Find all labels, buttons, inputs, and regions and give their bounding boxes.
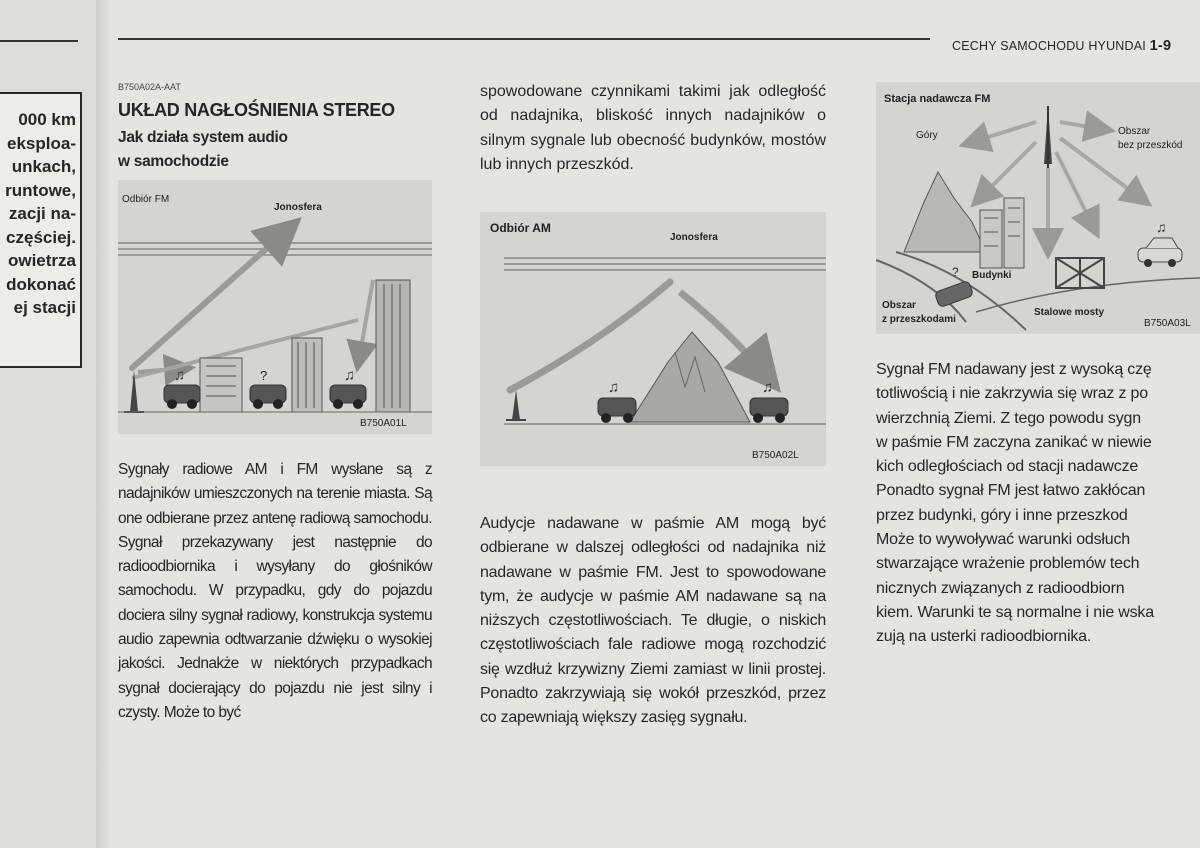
bridges-label: Stalowe mosty [1034,307,1105,318]
figure-code: B750A02L [752,450,799,461]
left-line: eksploa- [7,133,76,153]
left-line: zacji na- [8,204,76,223]
body-text-col2-bottom: Audycje nadawane w paśmie AM mogą być odbierane w dalszej odległości od nadajnika niż nadawane w paśmie FM. Jest to spowodowane tym, że audycje w paśmie AM nadawane są na niższych częstotliwościach. Te długie, o niskich częstotliwościach fale radiowe mogą rozchodzić się wzdłuż krzywizny Ziemi zamiast w linii prostej. Ponadto zakrzywiają się wokół przeszkód, przez co zapewniają większy zasięg sygnału. [480,515,826,727]
left-line: owietrza [7,251,76,270]
left-line: unkach, [11,157,76,176]
fm-station-title: Stacja nadawcza FM [884,93,991,105]
clear-area-label: bez przeszkód [1118,140,1183,151]
section-title: UKŁAD NAGŁOŚNIENIA STEREO [118,100,395,120]
svg-text:♫: ♫ [174,367,186,384]
question-mark: ? [952,265,959,279]
question-mark: ? [260,368,268,383]
section-subtitle [118,126,288,174]
left-line: dokonać [6,274,76,294]
buildings-label: Budynki [972,270,1012,281]
fm-obstacles-illustration [876,82,1200,334]
body-text-col3: Sygnał FM nadawany jest z wysoką czę totliwością i nie zakrzywia się wraz z po wierzchnią Ziemi. Z tego powodu sygn w paśmie FM zaczyna zanikać w niewie kich odległościach od stacji nadawcze Ponadto sygnał FM jest łatwo zakłócan przez budynki, góry i inne przeszkod Może to wywoływać warunki odsłuch stwarzające wrażenie problemów tech nicznych związanych z radioodbiorn kiem. Warunki te są normalne i nie wska zują na usterki radioodbiornika. [876,361,1154,646]
left-warning-box [0,92,82,368]
left-line: runtowe, [5,180,76,200]
obstacle-area-label: Obszar [882,300,916,311]
body-text-col2-top: spowodowane czynnikami takimi jak odległość od nadajnika, bliskość innych nadajników o silnym sygnale lub obecność budynków, mostów lub innych przeszkód. [480,83,826,173]
fm-reception-illustration [118,180,432,434]
figure-code: B750A01L [360,418,407,429]
header-rule [118,38,930,40]
section-code: B750A02A-AAT [118,82,181,92]
left-line: ej stacji [13,298,76,317]
fm-obstacles-figure [876,82,1200,334]
page-number: 1-9 [1149,38,1172,54]
svg-text:♫: ♫ [344,367,356,384]
mountains-label: Góry [916,130,938,141]
am-reception-figure [480,212,826,466]
clear-area-label: Obszar [1118,126,1151,137]
page-gutter [96,0,110,848]
am-label: Odbiór AM [490,221,551,235]
obstacle-area-label: z przeszkodami [882,314,956,325]
am-reception-illustration [480,212,826,466]
left-line: 000 km [18,110,76,129]
figure-code: B750A03L [1144,318,1191,329]
svg-text:♫: ♫ [762,379,774,396]
box-top-spacer [0,94,80,108]
subtitle-line: Jak działa system audio [118,129,288,146]
ionosphere-label: Jonosfera [274,202,322,213]
header-title: CECHY SAMOCHODU HYUNDAI [952,39,1146,53]
subtitle-line: w samochodzie [118,153,229,170]
left-header-rule [0,40,78,42]
ionosphere-label: Jonosfera [670,232,718,243]
svg-text:♫: ♫ [1156,219,1167,235]
body-text-col1: Sygnały radiowe AM i FM wysłane są z nadajników umieszczonych na terenie miasta. Są one odbierane przez antenę radiową samochodu. Sygnał przekazywany jest następnie do radioodbiornika i wysyłany do głośników samochodu. W przypadku, gdy do pojazdu dociera silny sygnał radiowy, konstrukcja systemu audio zapewnia odtwarzanie dźwięku o wysokiej jakości. Jednakże w niektórych przypadkach sygnał docierający do pojazdu nie jest silny i czysty. Może to być [118,461,432,721]
fm-reception-figure [118,180,432,434]
running-header [952,38,1171,54]
svg-text:♫: ♫ [608,379,620,396]
fm-label: Odbiór FM [122,194,170,205]
left-line: częściej. [6,227,76,247]
